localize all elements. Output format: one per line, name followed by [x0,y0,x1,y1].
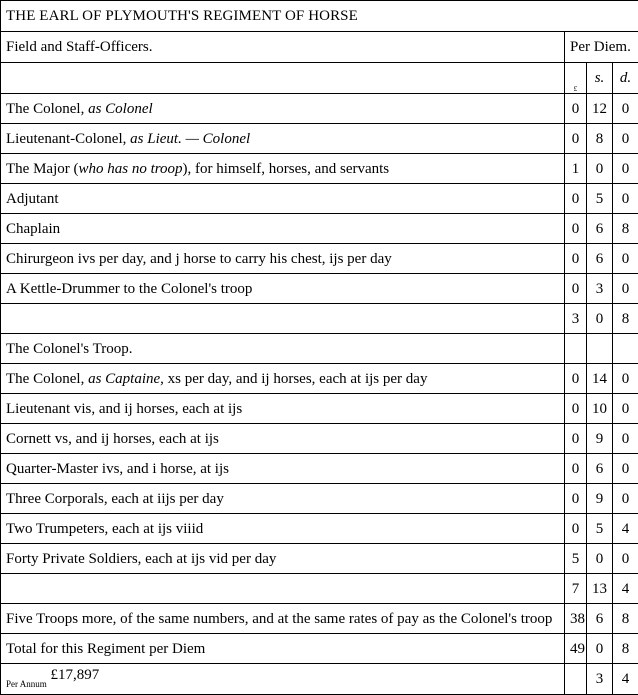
label-text: Chirurgeon ivs per day, and j horse to carry his chest, ijs per day [6,251,392,267]
troop-row [1,484,638,514]
label-italic-text: as Captaine [88,371,160,387]
staff-row-pence: 0 [613,244,638,274]
staff-row [1,94,638,124]
label-text: Lieutenant vis, and ij horses, each at ijs [6,401,242,417]
staff-row-pence: 0 [613,184,638,214]
troop-row-pence: 0 [613,544,638,574]
troop-row-shillings: 5 [587,514,613,544]
troop-row-label [1,454,565,484]
troop-row-pence: 0 [613,454,638,484]
five-troops-shillings: 6 [587,604,613,634]
staff-row [1,124,638,154]
subtotal-staff-shillings: 0 [587,304,613,334]
troop-row-pounds: 0 [565,514,587,544]
troop-row [1,544,638,574]
troop-row-pence: 0 [613,394,638,424]
staff-row-pounds: 1 [565,154,587,184]
label-text-tail: , xs per day, and ij horses, each at ijs per day [160,371,427,387]
staff-row-pounds: 0 [565,244,587,274]
subtotal-troop-pounds: 7 [565,574,587,604]
troop-row-label [1,514,565,544]
troop-row-pounds: 0 [565,454,587,484]
staff-row [1,244,638,274]
troop-row-pence: 0 [613,364,638,394]
troop-row-label [1,544,565,574]
troop-header-pence [613,334,638,364]
five-troops-pence: 8 [613,604,638,634]
label-text: A Kettle-Drummer to the Colonel's troop [6,281,252,297]
staff-row-shillings: 5 [587,184,613,214]
label-text: Forty Private Soldiers, each at ijs vid per day [6,551,276,567]
troop-row-label [1,394,565,424]
staff-row-pence: 0 [613,94,638,124]
troop-row-label [1,364,565,394]
label-italic-text: who has no troop [78,161,182,177]
subtotal-troop-label [1,574,565,604]
staff-row-label [1,244,565,274]
troop-row-pounds: 0 [565,394,587,424]
per-annum-pence: 4 [613,664,638,695]
troop-header-pounds [565,334,587,364]
troop-row-pence: 0 [613,484,638,514]
per-annum-small-text: Per Annum [6,679,47,689]
troop-row-shillings: 10 [587,394,613,424]
troop-row-pounds: 0 [565,484,587,514]
staff-row-pounds: 0 [565,94,587,124]
staff-row-label [1,274,565,304]
total-label: Total for this Regiment per Diem [1,634,565,664]
units-row-label [1,63,565,94]
pounds-unit: £ [565,63,587,94]
troop-row-label [1,484,565,514]
label-text: Chaplain [6,221,60,237]
staff-row-shillings: 8 [587,124,613,154]
label-text: Two Trumpeters, each at ijs viiid [6,521,203,537]
staff-row-shillings: 3 [587,274,613,304]
troop-row-shillings: 14 [587,364,613,394]
troop-row-pounds: 0 [565,424,587,454]
label-text: The Colonel, [6,101,88,117]
troop-row [1,424,638,454]
label-text: Adjutant [6,191,59,207]
table-title: THE EARL OF PLYMOUTH'S REGIMENT OF HORSE [1,1,638,32]
troop-row [1,514,638,544]
total-pounds: 49 [565,634,587,664]
troop-row-label [1,424,565,454]
per-annum-amount: £17,897 [51,667,100,683]
pence-unit: d. [613,63,638,94]
staff-rows [1,94,638,304]
staff-row [1,184,638,214]
label-text: The Colonel, [6,371,88,387]
label-text: The Major ( [6,161,78,177]
troop-row-shillings: 6 [587,454,613,484]
staff-row-pence: 8 [613,214,638,244]
staff-row-shillings: 0 [587,154,613,184]
staff-row-pence: 0 [613,124,638,154]
label-text: Lieutenant-Colonel, [6,131,130,147]
staff-row-label [1,124,565,154]
staff-row-label [1,154,565,184]
subtotal-troop-pence: 4 [613,574,638,604]
staff-row-shillings: 12 [587,94,613,124]
per-annum-shillings: 3 [587,664,613,695]
total-shillings: 0 [587,634,613,664]
troop-row-shillings: 9 [587,484,613,514]
troop-row-shillings: 9 [587,424,613,454]
staff-row-pounds: 0 [565,184,587,214]
troop-row-shillings: 0 [587,544,613,574]
five-troops-label: Five Troops more, of the same numbers, and at the same rates of pay as the Colonel's troop [1,604,565,634]
staff-row-shillings: 6 [587,214,613,244]
per-annum-pounds [565,664,587,695]
troop-row-pounds: 0 [565,364,587,394]
troop-row [1,364,638,394]
staff-row [1,274,638,304]
staff-row-shillings: 6 [587,244,613,274]
troop-header-shillings [587,334,613,364]
troop-row [1,394,638,424]
label-italic-text: as Lieut. — Colonel [130,131,250,147]
per-annum-label [1,664,565,695]
staff-row-pence: 0 [613,274,638,304]
subtotal-troop-shillings: 13 [587,574,613,604]
label-italic-text: as Colonel [88,101,153,117]
label-text-tail: ), for himself, horses, and servants [183,161,390,177]
five-troops-pounds: 38 [565,604,587,634]
troop-row-pence: 4 [613,514,638,544]
staff-row-pounds: 0 [565,214,587,244]
label-text: Cornett vs, and ij horses, each at ijs [6,431,219,447]
troop-row [1,454,638,484]
section-header: Field and Staff-Officers. [1,32,565,63]
troop-row-pounds: 5 [565,544,587,574]
staff-row-label [1,214,565,244]
label-text: Quarter-Master ivs, and i horse, at ijs [6,461,229,477]
subtotal-staff-label [1,304,565,334]
label-text: Three Corporals, each at iijs per day [6,491,224,507]
troop-row-pence: 0 [613,424,638,454]
subtotal-staff-pence: 8 [613,304,638,334]
shillings-unit: s. [587,63,613,94]
staff-row-pounds: 0 [565,274,587,304]
staff-row-label [1,94,565,124]
staff-row [1,214,638,244]
total-pence: 8 [613,634,638,664]
subtotal-staff-pounds: 3 [565,304,587,334]
per-diem-header: Per Diem. [565,32,638,63]
staff-row-pence: 0 [613,154,638,184]
staff-row-label [1,184,565,214]
staff-row [1,154,638,184]
troop-rows [1,364,638,574]
staff-row-pounds: 0 [565,124,587,154]
troop-header: The Colonel's Troop. [1,334,565,364]
